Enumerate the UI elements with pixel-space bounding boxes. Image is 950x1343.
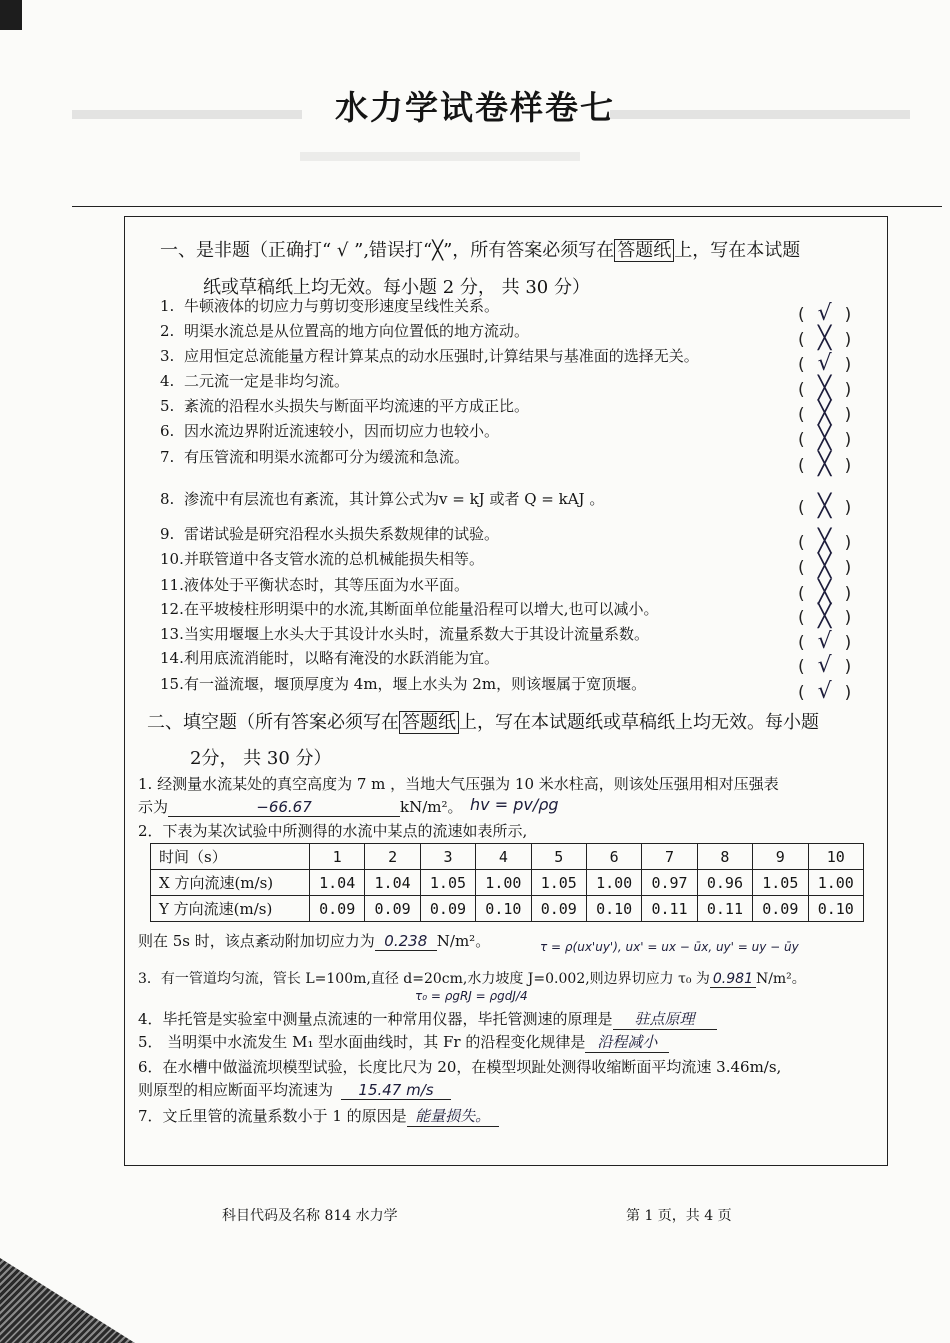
velocity-table (150, 843, 864, 922)
fill-question-5: 5． 当明渠中水流发生 M₁ 型水面曲线时，其 Fr 的沿程变化规律是 沿程减小 (138, 1031, 669, 1053)
question-text: 并联管道中各支管水流的总机械能损失相等。 (184, 550, 485, 568)
answer-blank: 沿程减小 (585, 1031, 669, 1053)
x-velocity-cell: 1.00 (586, 870, 641, 896)
fill-question-2-answer-line: 则在 5s 时，该点紊动附加切应力为 0.238 N/m²。 (138, 932, 491, 950)
question-item (160, 673, 646, 694)
answer-mark (798, 301, 860, 326)
question-item (160, 548, 484, 569)
question-text: 在平坡棱柱形明渠中的水流,其断面单位能量沿程可以增大,也可以减小。 (184, 600, 659, 618)
paren: ( (798, 584, 805, 604)
question-text: 渗流中有层流也有紊流，其计算公式为v = kJ 或者 Q = kAJ 。 (184, 490, 605, 508)
answer-sheet-label: 答题纸 (399, 711, 459, 734)
paren: ) (844, 380, 852, 400)
x-velocity-cell: 1.00 (808, 870, 863, 896)
time-cell: 5 (531, 844, 586, 870)
time-cell: 10 (808, 844, 863, 870)
section2-heading-line2: 2分， 共 30 分） (190, 748, 332, 769)
question-text: 二元流一定是非均匀流。 (184, 372, 350, 390)
paren: ( (798, 633, 805, 653)
question-number: 6. (160, 422, 175, 440)
y-velocity-cell: 0.10 (808, 896, 863, 922)
paren: ( (798, 498, 805, 518)
answer-blank: 0.981 (710, 971, 756, 988)
table-row (151, 870, 864, 896)
question-text: 紊流的沿程水头损失与断面平均流速的平方成正比。 (184, 397, 530, 415)
handwritten-note: hv = pv/ρg (470, 795, 559, 814)
question-text: 当实用堰堰上水头大于其设计水头时，流量系数大于其设计流量系数。 (184, 625, 650, 643)
question-item (160, 523, 499, 544)
fill-question-1: 1. 经测量水流某处的真空高度为 7 m ，当地大气压强为 10 米水柱高，则该处压强用相对压强表 (138, 775, 779, 793)
question-number: 12. (160, 600, 184, 618)
cross-mark-icon: ╳ (818, 554, 832, 579)
x-velocity-cell: 0.96 (697, 870, 752, 896)
page-title: 水力学试卷样卷七 (335, 88, 615, 127)
question-text: 雷诺试验是研究沿程水头损失系数规律的试验。 (184, 525, 500, 543)
paren: ) (844, 355, 852, 375)
question-item (160, 320, 529, 341)
paren: ( (798, 533, 805, 553)
paren: ) (844, 584, 852, 604)
checkmark-icon: √ (817, 301, 832, 326)
cross-mark-icon: ╳ (818, 529, 832, 554)
checkmark-icon: √ (817, 653, 832, 678)
question-item (160, 488, 604, 509)
question-item (160, 420, 499, 441)
answer-sheet-label: 答题纸 (614, 239, 674, 262)
cross-mark-icon: ╳ (818, 401, 832, 426)
time-cell: 8 (697, 844, 752, 870)
paren: ( (798, 405, 805, 425)
answer-mark (798, 452, 860, 477)
answer-mark (798, 604, 860, 629)
paren: ( (798, 305, 805, 325)
cross-mark-icon: ╳ (818, 494, 832, 519)
checkmark-icon: √ (817, 351, 832, 376)
answer-mark (798, 554, 860, 579)
question-text: 有压管流和明渠水流都可分为缓流和急流。 (184, 448, 470, 466)
y-velocity-cell: 0.09 (310, 896, 365, 922)
cross-mark-icon: ╳ (818, 580, 832, 605)
paren: ( (798, 683, 805, 703)
question-item (160, 574, 469, 595)
fill-question-7: 7．文丘里管的流量系数小于 1 的原因是 能量损失。 (138, 1105, 499, 1127)
question-number: 10. (160, 550, 184, 568)
paren: ( (798, 430, 805, 450)
paren: ( (798, 380, 805, 400)
paren: ( (798, 330, 805, 350)
answer-blank: 0.238 (375, 932, 437, 951)
answer-blank: −66.67 (168, 798, 400, 817)
y-velocity-cell: 0.10 (586, 896, 641, 922)
answer-blank: 驻点原理 (613, 1008, 717, 1030)
question-item (160, 370, 349, 391)
answer-mark (798, 580, 860, 605)
time-cell: 6 (586, 844, 641, 870)
answer-blank: 能量损失。 (407, 1105, 499, 1127)
paren: ) (844, 657, 852, 677)
question-number: 5. (160, 397, 175, 415)
answer-blank: 15.47 m/s (341, 1081, 451, 1100)
checkmark-icon: √ (817, 679, 832, 704)
y-velocity-cell: 0.09 (365, 896, 420, 922)
time-cell: 2 (365, 844, 420, 870)
y-velocity-cell: 0.11 (642, 896, 697, 922)
paren: ( (798, 657, 805, 677)
answer-mark (798, 494, 860, 519)
time-cell: 7 (642, 844, 697, 870)
paren: ( (798, 608, 805, 628)
paren: ) (844, 498, 852, 518)
paren: ) (844, 608, 852, 628)
y-velocity-cell: 0.11 (697, 896, 752, 922)
section1-heading-line2: 纸或草稿纸上均无效。每小题 2 分， 共 30 分） (203, 277, 590, 298)
cross-mark-icon: ╳ (818, 426, 832, 451)
paren: ) (844, 405, 852, 425)
footer-subject: 科目代码及名称 814 水力学 (222, 1208, 398, 1224)
question-number: 7. (160, 448, 175, 466)
scan-artifact (300, 152, 580, 161)
table-header-cell: 时间（s） (151, 844, 310, 870)
paren: ) (844, 633, 852, 653)
question-item (160, 446, 469, 467)
paren: ( (798, 355, 805, 375)
x-velocity-cell: 1.00 (476, 870, 531, 896)
scan-artifact (0, 1258, 135, 1343)
question-text: 牛顿液体的切应力与剪切变形速度呈线性关系。 (184, 297, 500, 315)
question-number: 2. (160, 322, 175, 340)
cross-mark-icon: ╳ (818, 326, 832, 351)
question-item (160, 395, 529, 416)
paren: ( (798, 558, 805, 578)
paren: ) (844, 305, 852, 325)
footer-page-number: 第 1 页，共 4 页 (626, 1208, 732, 1224)
paren: ) (844, 430, 852, 450)
answer-mark (798, 351, 860, 376)
time-cell: 9 (753, 844, 808, 870)
checkmark-icon: √ (817, 629, 832, 654)
y-velocity-cell: 0.09 (420, 896, 475, 922)
time-cell: 1 (310, 844, 365, 870)
section2-heading: 二、填空题（所有答案必须写在 答题纸 上，写在本试题纸或草稿纸上均无效。每小题 (147, 712, 819, 733)
section1-heading: 一、是非题（正确打“ √ ”,错误打“╳”，所有答案必须写在 答题纸 上，写在本试题 (160, 240, 801, 261)
question-text: 液体处于平衡状态时，其等压面为水平面。 (184, 576, 470, 594)
handwritten-note: τ₀ = ρgRJ = ρgdJ/4 (415, 989, 528, 1003)
table-row-label: X 方向流速(m/s) (151, 870, 310, 896)
question-text: 明渠水流总是从位置高的地方向位置低的地方流动。 (184, 322, 530, 340)
question-item (160, 623, 649, 644)
x-velocity-cell: 1.05 (420, 870, 475, 896)
time-cell: 3 (420, 844, 475, 870)
paren: ) (844, 558, 852, 578)
x-velocity-cell: 1.04 (310, 870, 365, 896)
table-row (151, 844, 864, 870)
x-velocity-cell: 1.04 (365, 870, 420, 896)
question-number: 9. (160, 525, 175, 543)
question-text: 有一溢流堰，堰顶厚度为 4m，堰上水头为 2m，则该堰属于宽顶堰。 (184, 675, 647, 693)
cross-mark-icon: ╳ (818, 452, 832, 477)
table-row-label: Y 方向流速(m/s) (151, 896, 310, 922)
scan-artifact (0, 0, 22, 30)
question-text: 利用底流消能时，以略有淹没的水跃消能为宜。 (184, 649, 500, 667)
paren: ) (844, 683, 852, 703)
y-velocity-cell: 0.09 (531, 896, 586, 922)
question-text: 应用恒定总流能量方程计算某点的动水压强时,计算结果与基准面的选择无关。 (184, 347, 699, 365)
fill-question-4: 4．毕托管是实验室中测量点流速的一种常用仪器，毕托管测速的原理是 驻点原理 (138, 1008, 717, 1030)
question-number: 13. (160, 625, 184, 643)
fill-question-2: 2．下表为某次试验中所测得的水流中某点的流速如表所示, (138, 822, 528, 840)
time-cell: 4 (476, 844, 531, 870)
cross-mark-icon: ╳ (818, 376, 832, 401)
y-velocity-cell: 0.09 (753, 896, 808, 922)
question-number: 3. (160, 347, 175, 365)
question-number: 15. (160, 675, 184, 693)
question-number: 11. (160, 576, 184, 594)
answer-mark (798, 401, 860, 426)
x-velocity-cell: 1.05 (753, 870, 808, 896)
table-row (151, 896, 864, 922)
fill-question-1-answer-line: 示为 −66.67 kN/m²。 (138, 798, 463, 816)
question-number: 4. (160, 372, 175, 390)
question-item (160, 295, 499, 316)
question-item (160, 598, 659, 619)
answer-mark (798, 426, 860, 451)
fill-question-6: 6．在水槽中做溢流坝模型试验，长度比尺为 20，在模型坝趾处测得收缩断面平均流速 3.46m/s, (138, 1058, 782, 1076)
question-text: 因水流边界附近流速较小，因而切应力也较小。 (184, 422, 500, 440)
y-velocity-cell: 0.10 (476, 896, 531, 922)
question-item (160, 345, 699, 366)
question-item (160, 647, 499, 668)
answer-mark (798, 326, 860, 351)
fill-question-3: 3．有一管道均匀流，管长 L=100m,直径 d=20cm,水力坡度 J=0.002,则边界切应力 τ₀ 为 0.981 N/m²。 (138, 971, 806, 987)
paren: ) (844, 456, 852, 476)
x-velocity-cell: 1.05 (531, 870, 586, 896)
divider (72, 206, 942, 207)
fill-question-6-answer-line: 则原型的相应断面平均流速为 15.47 m/s (138, 1079, 451, 1100)
answer-mark (798, 376, 860, 401)
paren: ) (844, 533, 852, 553)
answer-mark (798, 629, 860, 654)
answer-mark (798, 679, 860, 704)
question-number: 14. (160, 649, 184, 667)
paren: ( (798, 456, 805, 476)
question-number: 1. (160, 297, 175, 315)
x-velocity-cell: 0.97 (642, 870, 697, 896)
answer-mark (798, 653, 860, 678)
paren: ) (844, 330, 852, 350)
cross-mark-icon: ╳ (818, 604, 832, 629)
question-number: 8. (160, 490, 175, 508)
handwritten-note: τ = ρ(ux'uy'), ux' = ux − ūx, uy' = uy − ūy (540, 940, 799, 954)
answer-mark (798, 529, 860, 554)
